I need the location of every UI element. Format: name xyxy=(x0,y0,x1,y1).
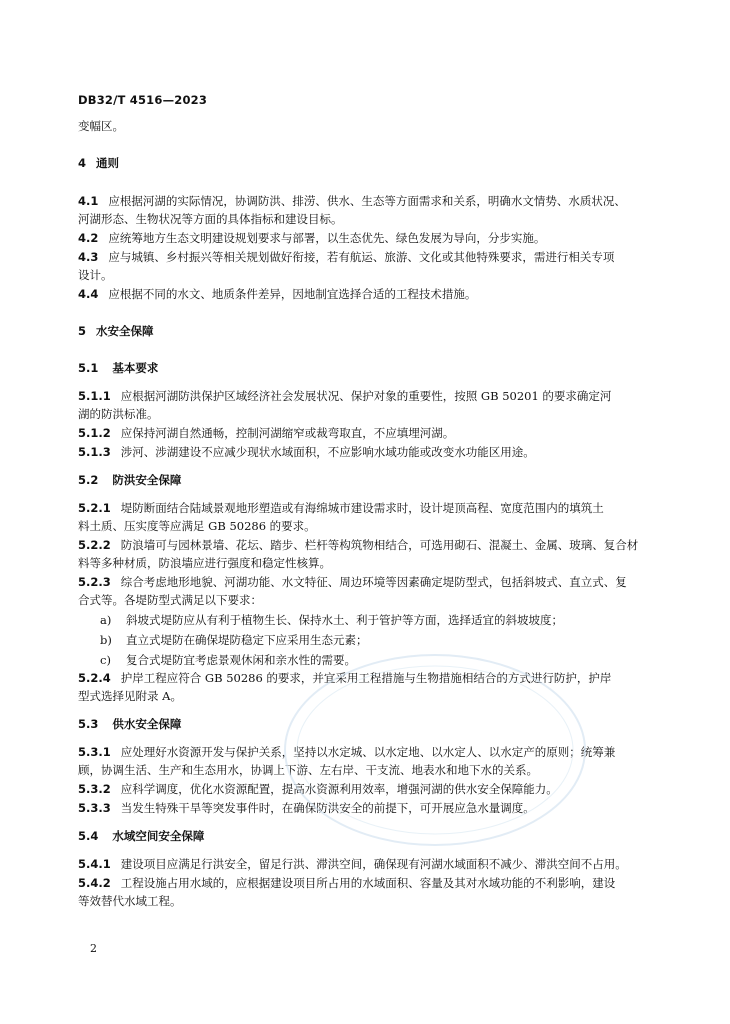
clause-5-2-4: 5.2.4 护岸工程应符合 GB 50286 的要求，并宜采用工程措施与生物措施相结合的方式进行防护，护岸 xyxy=(78,671,612,685)
clause-5-2-4-cont: 型式选择见附录 A。 xyxy=(78,689,182,703)
section-5-heading: 5 水安全保障 xyxy=(78,324,154,338)
clause-4-2: 4.2 应统筹地方生态文明建设规划要求与部署，以生态优先、绿色发展为导向，分步实施。 xyxy=(78,231,546,245)
section-4-heading: 4 通则 xyxy=(78,156,120,170)
clause-5-2-2: 5.2.2 防浪墙可与园林景墙、花坛、踏步、栏杆等构筑物相结合，可选用砌石、混凝土、金属、玻璃、复合材 xyxy=(78,538,639,552)
clause-5-2-3: 5.2.3 综合考虑地形地貌、河湖功能、水文特征、周边环境等因素确定堤防型式，包括斜坡式、直立式、复 xyxy=(78,575,627,589)
clause-4-4: 4.4 应根据不同的水文、地质条件差异，因地制宜选择合适的工程技术措施。 xyxy=(78,287,477,301)
clause-5-4-2: 5.4.2 工程设施占用水域的，应根据建设项目所占用的水域面积、容量及其对水域功能的不利影响，建设 xyxy=(78,876,616,890)
clause-5-3-2: 5.3.2 应科学调度，优化水资源配置，提高水资源利用效率，增强河湖的供水安全保障能力。 xyxy=(78,782,558,796)
clause-5-2-1: 5.2.1 堤防断面结合陆域景观地形塑造或有海绵城市建设需求时，设计堤顶高程、宽度范围内的填筑土 xyxy=(78,501,604,515)
clause-5-1-2: 5.1.2 应保持河湖自然通畅，控制河湖缩窄或裁弯取直，不应填埋河湖。 xyxy=(78,426,455,440)
clause-5-4-1: 5.4.1 建设项目应满足行洪安全，留足行洪、滞洪空间，确保现有河湖水域面积不减少、滞洪空间不占用。 xyxy=(78,857,627,871)
section-5-2-heading: 5.2 防洪安全保障 xyxy=(78,473,182,487)
clause-5-3-1-cont: 顾，协调生活、生产和生态用水，协调上下游、左右岸、干支流、地表水和地下水的关系。 xyxy=(78,763,538,777)
clause-5-2-2-cont: 料等多种材质，防浪墙应进行强度和稳定性核算。 xyxy=(78,556,331,570)
clause-5-3-3: 5.3.3 当发生特殊干旱等突发事件时，在确保防洪安全的前提下，可开展应急水量调度。 xyxy=(78,801,535,815)
section-5-4-heading: 5.4 水域空间安全保障 xyxy=(78,829,205,843)
clause-5-2-3-cont: 合式等。各堤防型式满足以下要求： xyxy=(78,593,262,607)
clause-5-2-1-cont: 料土质、压实度等应满足 GB 50286 的要求。 xyxy=(78,519,316,533)
standard-code: DB32/T 4516—2023 xyxy=(78,93,208,107)
clause-4-3: 4.3 应与城镇、乡村振兴等相关规划做好衔接，若有航运、旅游、文化或其他特殊要求，需进行相关专项 xyxy=(78,250,615,264)
list-item: c) 复合式堤防宜考虑景观休闲和亲水性的需要。 xyxy=(100,653,356,667)
clause-5-1-3: 5.1.3 涉河、涉湖建设不应减少现状水域面积，不应影响水域功能或改变水功能区用途。 xyxy=(78,445,535,459)
clause-5-1-1: 5.1.1 应根据河湖防洪保护区域经济社会发展状况、保护对象的重要性，按照 GB 50201 的要求确定河 xyxy=(78,389,612,403)
page-number: 2 xyxy=(90,942,97,955)
list-item: b) 直立式堤防在确保堤防稳定下应采用生态元素； xyxy=(100,633,368,647)
clause-4-1-cont: 河湖形态、生物状况等方面的具体指标和建设目标。 xyxy=(78,212,343,226)
section-5-3-heading: 5.3 供水安全保障 xyxy=(78,717,182,731)
section-5-1-heading: 5.1 基本要求 xyxy=(78,361,159,375)
list-item: a) 斜坡式堤防应从有利于植物生长、保持水土、利于管护等方面，选择适宜的斜坡坡度； xyxy=(100,613,563,627)
clause-5-1-1-cont: 湖的防洪标准。 xyxy=(78,407,159,421)
clause-5-4-2-cont: 等效替代水域工程。 xyxy=(78,894,182,908)
continuation-text: 变幅区。 xyxy=(78,119,124,133)
clause-4-3-cont: 设计。 xyxy=(78,268,113,282)
clause-4-1: 4.1 应根据河湖的实际情况，协调防洪、排涝、供水、生态等方面需求和关系，明确水文情势、水质状况、 xyxy=(78,194,626,208)
clause-5-3-1: 5.3.1 应处理好水资源开发与保护关系，坚持以水定城、以水定地、以水定人、以水定产的原则；统筹兼 xyxy=(78,745,616,759)
